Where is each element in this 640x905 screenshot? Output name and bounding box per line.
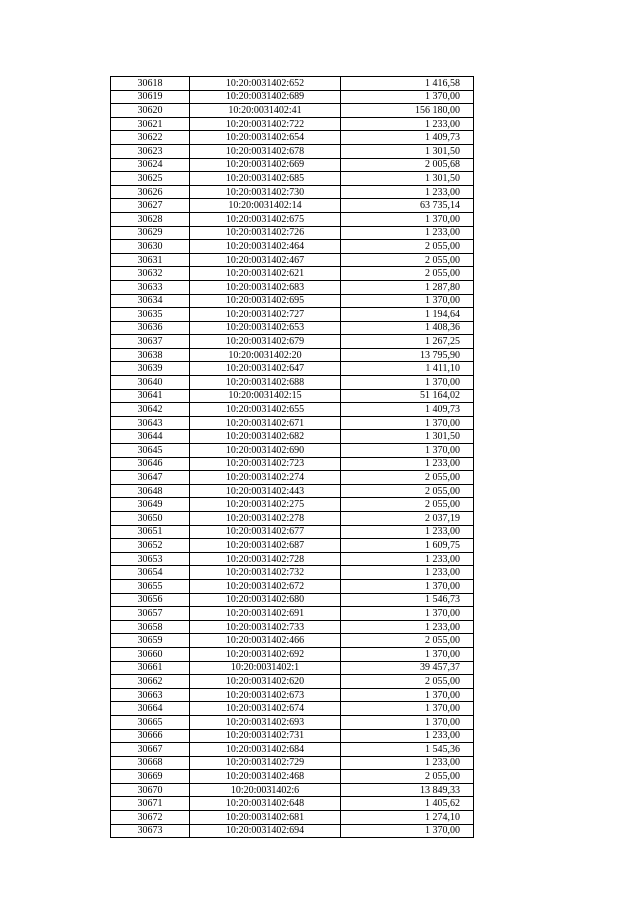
table-row <box>111 158 474 172</box>
cadastral-number-cell: 10:20:0031402:728 <box>190 552 341 566</box>
value-cell: 1 411,10 <box>341 362 474 376</box>
cadastral-number-cell: 10:20:0031402:674 <box>190 702 341 716</box>
row-number-cell: 30626 <box>111 185 190 199</box>
cadastral-number-cell: 10:20:0031402:275 <box>190 498 341 512</box>
table-row <box>111 729 474 743</box>
cadastral-number-cell: 10:20:0031402:14 <box>190 199 341 213</box>
table-row <box>111 607 474 621</box>
table-row <box>111 430 474 444</box>
value-cell: 2 055,00 <box>341 253 474 267</box>
table-row <box>111 172 474 186</box>
row-number-cell: 30631 <box>111 253 190 267</box>
value-cell: 2 055,00 <box>341 498 474 512</box>
table-row <box>111 185 474 199</box>
cadastral-number-cell: 10:20:0031402:727 <box>190 308 341 322</box>
value-cell: 13 795,90 <box>341 348 474 362</box>
cadastral-number-cell: 10:20:0031402:723 <box>190 457 341 471</box>
row-number-cell: 30639 <box>111 362 190 376</box>
row-number-cell: 30634 <box>111 294 190 308</box>
cadastral-number-cell: 10:20:0031402:672 <box>190 579 341 593</box>
cadastral-number-cell: 10:20:0031402:647 <box>190 362 341 376</box>
table-row <box>111 77 474 91</box>
row-number-cell: 30662 <box>111 675 190 689</box>
row-number-cell: 30645 <box>111 444 190 458</box>
value-cell: 1 233,00 <box>341 620 474 634</box>
row-number-cell: 30638 <box>111 348 190 362</box>
table-row <box>111 253 474 267</box>
cadastral-number-cell: 10:20:0031402:690 <box>190 444 341 458</box>
table-row <box>111 783 474 797</box>
cadastral-number-cell: 10:20:0031402:669 <box>190 158 341 172</box>
row-number-cell: 30622 <box>111 131 190 145</box>
row-number-cell: 30637 <box>111 335 190 349</box>
value-cell: 2 055,00 <box>341 634 474 648</box>
value-cell: 1 370,00 <box>341 416 474 430</box>
value-cell: 2 055,00 <box>341 240 474 254</box>
table-row <box>111 335 474 349</box>
row-number-cell: 30623 <box>111 144 190 158</box>
table-row <box>111 593 474 607</box>
value-cell: 1 370,00 <box>341 647 474 661</box>
value-cell: 1 405,62 <box>341 797 474 811</box>
value-cell: 2 037,19 <box>341 512 474 526</box>
row-number-cell: 30669 <box>111 770 190 784</box>
row-number-cell: 30664 <box>111 702 190 716</box>
table-row <box>111 457 474 471</box>
cadastral-number-cell: 10:20:0031402:694 <box>190 824 341 838</box>
value-cell: 1 370,00 <box>341 212 474 226</box>
cadastral-number-cell: 10:20:0031402:274 <box>190 471 341 485</box>
value-cell: 1 233,00 <box>341 566 474 580</box>
cadastral-number-cell: 10:20:0031402:464 <box>190 240 341 254</box>
value-cell: 13 849,33 <box>341 783 474 797</box>
value-cell: 1 233,00 <box>341 756 474 770</box>
table-row <box>111 552 474 566</box>
table-row <box>111 743 474 757</box>
table-row <box>111 348 474 362</box>
row-number-cell: 30636 <box>111 321 190 335</box>
cadastral-number-cell: 10:20:0031402:693 <box>190 715 341 729</box>
value-cell: 1 233,00 <box>341 552 474 566</box>
row-number-cell: 30619 <box>111 90 190 104</box>
table-row <box>111 321 474 335</box>
row-number-cell: 30624 <box>111 158 190 172</box>
table-row <box>111 797 474 811</box>
value-cell: 1 370,00 <box>341 579 474 593</box>
table-row <box>111 756 474 770</box>
cadastral-number-cell: 10:20:0031402:685 <box>190 172 341 186</box>
row-number-cell: 30657 <box>111 607 190 621</box>
row-number-cell: 30671 <box>111 797 190 811</box>
table-row <box>111 308 474 322</box>
cadastral-number-cell: 10:20:0031402:678 <box>190 144 341 158</box>
table-row <box>111 104 474 118</box>
row-number-cell: 30667 <box>111 743 190 757</box>
row-number-cell: 30652 <box>111 539 190 553</box>
table-row <box>111 539 474 553</box>
table-body <box>111 77 474 838</box>
row-number-cell: 30663 <box>111 688 190 702</box>
row-number-cell: 30661 <box>111 661 190 675</box>
value-cell: 1 545,36 <box>341 743 474 757</box>
value-cell: 1 370,00 <box>341 90 474 104</box>
row-number-cell: 30641 <box>111 389 190 403</box>
cadastral-number-cell: 10:20:0031402:682 <box>190 430 341 444</box>
cadastral-number-cell: 10:20:0031402:654 <box>190 131 341 145</box>
cadastral-number-cell: 10:20:0031402:1 <box>190 661 341 675</box>
row-number-cell: 30653 <box>111 552 190 566</box>
cadastral-number-cell: 10:20:0031402:468 <box>190 770 341 784</box>
cadastral-number-cell: 10:20:0031402:15 <box>190 389 341 403</box>
table-row <box>111 661 474 675</box>
cadastral-number-cell: 10:20:0031402:695 <box>190 294 341 308</box>
table-row <box>111 267 474 281</box>
value-cell: 1 301,50 <box>341 144 474 158</box>
value-cell: 1 416,58 <box>341 77 474 91</box>
row-number-cell: 30635 <box>111 308 190 322</box>
cadastral-number-cell: 10:20:0031402:726 <box>190 226 341 240</box>
value-cell: 1 194,64 <box>341 308 474 322</box>
cadastral-number-cell: 10:20:0031402:655 <box>190 403 341 417</box>
cadastral-number-cell: 10:20:0031402:729 <box>190 756 341 770</box>
row-number-cell: 30672 <box>111 811 190 825</box>
cadastral-number-cell: 10:20:0031402:20 <box>190 348 341 362</box>
value-cell: 156 180,00 <box>341 104 474 118</box>
cadastral-number-cell: 10:20:0031402:681 <box>190 811 341 825</box>
value-cell: 2 005,68 <box>341 158 474 172</box>
value-cell: 1 370,00 <box>341 702 474 716</box>
value-cell: 1 609,75 <box>341 539 474 553</box>
table-row <box>111 240 474 254</box>
table-row <box>111 294 474 308</box>
value-cell: 1 301,50 <box>341 430 474 444</box>
row-number-cell: 30642 <box>111 403 190 417</box>
table-row <box>111 362 474 376</box>
value-cell: 1 370,00 <box>341 376 474 390</box>
cadastral-number-cell: 10:20:0031402:675 <box>190 212 341 226</box>
row-number-cell: 30633 <box>111 280 190 294</box>
row-number-cell: 30668 <box>111 756 190 770</box>
row-number-cell: 30651 <box>111 525 190 539</box>
row-number-cell: 30649 <box>111 498 190 512</box>
row-number-cell: 30627 <box>111 199 190 213</box>
row-number-cell: 30620 <box>111 104 190 118</box>
value-cell: 1 233,00 <box>341 117 474 131</box>
cadastral-number-cell: 10:20:0031402:677 <box>190 525 341 539</box>
value-cell: 1 409,73 <box>341 403 474 417</box>
table-row <box>111 131 474 145</box>
value-cell: 1 370,00 <box>341 444 474 458</box>
table-row <box>111 498 474 512</box>
row-number-cell: 30629 <box>111 226 190 240</box>
row-number-cell: 30665 <box>111 715 190 729</box>
cadastral-number-cell: 10:20:0031402:680 <box>190 593 341 607</box>
cadastral-number-cell: 10:20:0031402:683 <box>190 280 341 294</box>
cadastral-number-cell: 10:20:0031402:652 <box>190 77 341 91</box>
table-row <box>111 579 474 593</box>
cadastral-number-cell: 10:20:0031402:722 <box>190 117 341 131</box>
cadastral-number-cell: 10:20:0031402:653 <box>190 321 341 335</box>
cadastral-number-cell: 10:20:0031402:731 <box>190 729 341 743</box>
value-cell: 1 370,00 <box>341 607 474 621</box>
cadastral-value-table <box>110 76 474 838</box>
value-cell: 2 055,00 <box>341 471 474 485</box>
row-number-cell: 30656 <box>111 593 190 607</box>
cadastral-number-cell: 10:20:0031402:689 <box>190 90 341 104</box>
row-number-cell: 30632 <box>111 267 190 281</box>
cadastral-number-cell: 10:20:0031402:733 <box>190 620 341 634</box>
row-number-cell: 30618 <box>111 77 190 91</box>
table-row <box>111 376 474 390</box>
row-number-cell: 30625 <box>111 172 190 186</box>
value-cell: 39 457,37 <box>341 661 474 675</box>
value-cell: 2 055,00 <box>341 770 474 784</box>
value-cell: 51 164,02 <box>341 389 474 403</box>
cadastral-number-cell: 10:20:0031402:679 <box>190 335 341 349</box>
row-number-cell: 30660 <box>111 647 190 661</box>
row-number-cell: 30650 <box>111 512 190 526</box>
table-row <box>111 566 474 580</box>
table-row <box>111 811 474 825</box>
value-cell: 1 267,25 <box>341 335 474 349</box>
table-row <box>111 512 474 526</box>
value-cell: 1 233,00 <box>341 525 474 539</box>
table-row <box>111 144 474 158</box>
table-row <box>111 199 474 213</box>
value-cell: 1 370,00 <box>341 715 474 729</box>
value-cell: 63 735,14 <box>341 199 474 213</box>
table-row <box>111 647 474 661</box>
row-number-cell: 30628 <box>111 212 190 226</box>
table-row <box>111 389 474 403</box>
cadastral-number-cell: 10:20:0031402:673 <box>190 688 341 702</box>
value-cell: 1 233,00 <box>341 729 474 743</box>
value-cell: 1 370,00 <box>341 688 474 702</box>
row-number-cell: 30673 <box>111 824 190 838</box>
cadastral-number-cell: 10:20:0031402:648 <box>190 797 341 811</box>
cadastral-number-cell: 10:20:0031402:41 <box>190 104 341 118</box>
row-number-cell: 30655 <box>111 579 190 593</box>
table-row <box>111 525 474 539</box>
value-cell: 1 233,00 <box>341 457 474 471</box>
row-number-cell: 30647 <box>111 471 190 485</box>
cadastral-number-cell: 10:20:0031402:621 <box>190 267 341 281</box>
cadastral-number-cell: 10:20:0031402:684 <box>190 743 341 757</box>
value-cell: 2 055,00 <box>341 675 474 689</box>
value-cell: 1 409,73 <box>341 131 474 145</box>
cadastral-number-cell: 10:20:0031402:6 <box>190 783 341 797</box>
cadastral-number-cell: 10:20:0031402:443 <box>190 484 341 498</box>
cadastral-number-cell: 10:20:0031402:688 <box>190 376 341 390</box>
table-row <box>111 280 474 294</box>
cadastral-number-cell: 10:20:0031402:278 <box>190 512 341 526</box>
table-row <box>111 117 474 131</box>
row-number-cell: 30666 <box>111 729 190 743</box>
row-number-cell: 30643 <box>111 416 190 430</box>
row-number-cell: 30621 <box>111 117 190 131</box>
value-cell: 1 287,80 <box>341 280 474 294</box>
cadastral-number-cell: 10:20:0031402:466 <box>190 634 341 648</box>
row-number-cell: 30648 <box>111 484 190 498</box>
cadastral-number-cell: 10:20:0031402:687 <box>190 539 341 553</box>
table-row <box>111 212 474 226</box>
row-number-cell: 30644 <box>111 430 190 444</box>
table-row <box>111 634 474 648</box>
table-row <box>111 770 474 784</box>
row-number-cell: 30658 <box>111 620 190 634</box>
table-row <box>111 702 474 716</box>
table-row <box>111 824 474 838</box>
value-cell: 2 055,00 <box>341 484 474 498</box>
value-cell: 1 370,00 <box>341 824 474 838</box>
value-cell: 1 546,73 <box>341 593 474 607</box>
cadastral-number-cell: 10:20:0031402:692 <box>190 647 341 661</box>
value-cell: 1 370,00 <box>341 294 474 308</box>
row-number-cell: 30646 <box>111 457 190 471</box>
value-cell: 1 301,50 <box>341 172 474 186</box>
table-row <box>111 675 474 689</box>
table-row <box>111 444 474 458</box>
row-number-cell: 30630 <box>111 240 190 254</box>
table-row <box>111 715 474 729</box>
table-row <box>111 620 474 634</box>
cadastral-number-cell: 10:20:0031402:467 <box>190 253 341 267</box>
cadastral-number-cell: 10:20:0031402:620 <box>190 675 341 689</box>
value-cell: 1 274,10 <box>341 811 474 825</box>
value-cell: 1 233,00 <box>341 226 474 240</box>
table-row <box>111 226 474 240</box>
value-cell: 1 233,00 <box>341 185 474 199</box>
cadastral-number-cell: 10:20:0031402:671 <box>190 416 341 430</box>
row-number-cell: 30659 <box>111 634 190 648</box>
row-number-cell: 30670 <box>111 783 190 797</box>
table-row <box>111 90 474 104</box>
value-cell: 1 408,36 <box>341 321 474 335</box>
cadastral-number-cell: 10:20:0031402:732 <box>190 566 341 580</box>
table-row <box>111 403 474 417</box>
table-row <box>111 484 474 498</box>
row-number-cell: 30640 <box>111 376 190 390</box>
cadastral-number-cell: 10:20:0031402:730 <box>190 185 341 199</box>
table-row <box>111 688 474 702</box>
row-number-cell: 30654 <box>111 566 190 580</box>
value-cell: 2 055,00 <box>341 267 474 281</box>
table-row <box>111 416 474 430</box>
table-row <box>111 471 474 485</box>
cadastral-number-cell: 10:20:0031402:691 <box>190 607 341 621</box>
